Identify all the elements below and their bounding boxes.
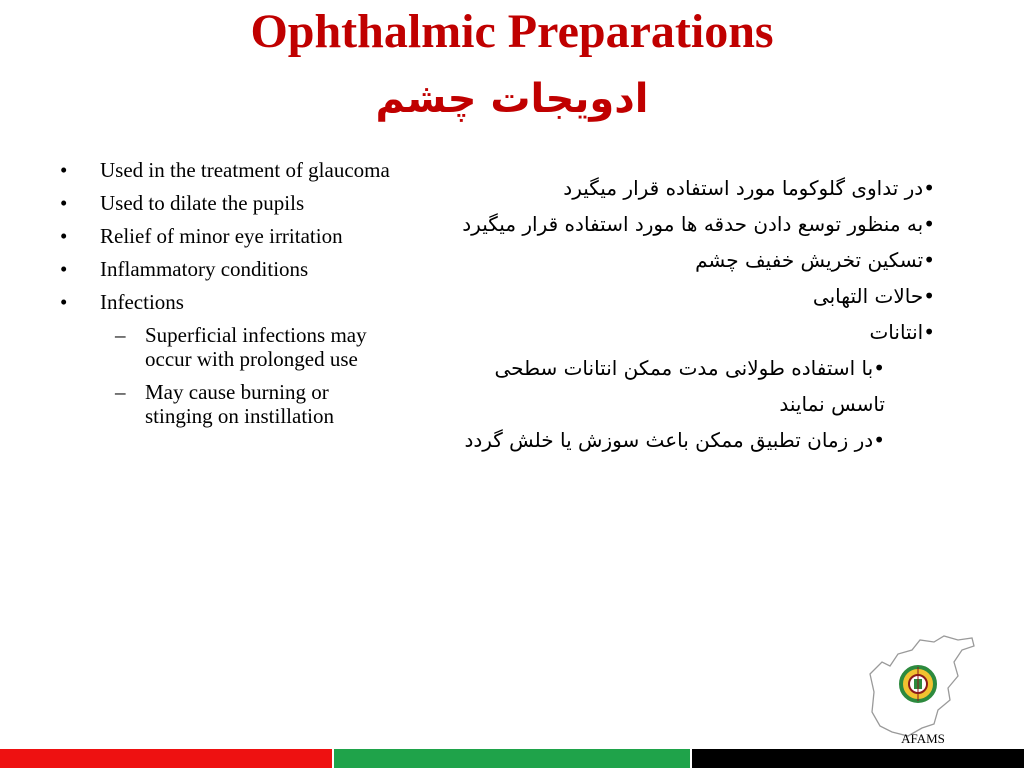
slide-title-persian: ادویجات چشم <box>375 76 649 122</box>
list-item: • Used to dilate the pupils <box>60 191 390 215</box>
afghanistan-map-emblem-icon <box>862 632 977 742</box>
list-item: • Used in the treatment of glaucoma <box>60 158 390 182</box>
footer-stripe-green <box>334 749 690 768</box>
persian-bullet-list <box>440 170 935 458</box>
slide-title: Ophthalmic Preparations <box>250 5 774 58</box>
list-item: •حالات التهابی <box>812 284 935 308</box>
sub-list-item: •در زمان تطبیق ممکن باعث سوزش یا خلش گردد <box>464 428 885 452</box>
list-item: •در تداوی گلوکوما مورد استفاده قرار میگیرد <box>563 176 935 200</box>
sub-list-item: •با استفاده طولانی مدت ممکن انتانات سطحی تاسس نمایند <box>494 356 885 416</box>
sub-list-item: – Superficial infections may occur with prolonged use <box>60 323 390 371</box>
list-item: • Infections <box>60 290 390 314</box>
list-item: •انتانات <box>869 320 935 344</box>
list-item: •تسکین تخریش خفیف چشم <box>695 248 935 272</box>
footer-stripe-red <box>0 749 332 768</box>
list-item: • Inflammatory conditions <box>60 257 390 281</box>
footer-stripe-black <box>692 749 1024 768</box>
sub-list-item: – May cause burning or stinging on instillation <box>60 380 390 428</box>
list-item: •به منظور توسع دادن حدقه ها مورد استفاده قرار میگیرد <box>462 212 935 236</box>
english-bullet-list <box>60 158 390 437</box>
logo-label: AFAMS <box>901 731 945 746</box>
list-item: • Relief of minor eye irritation <box>60 224 390 248</box>
